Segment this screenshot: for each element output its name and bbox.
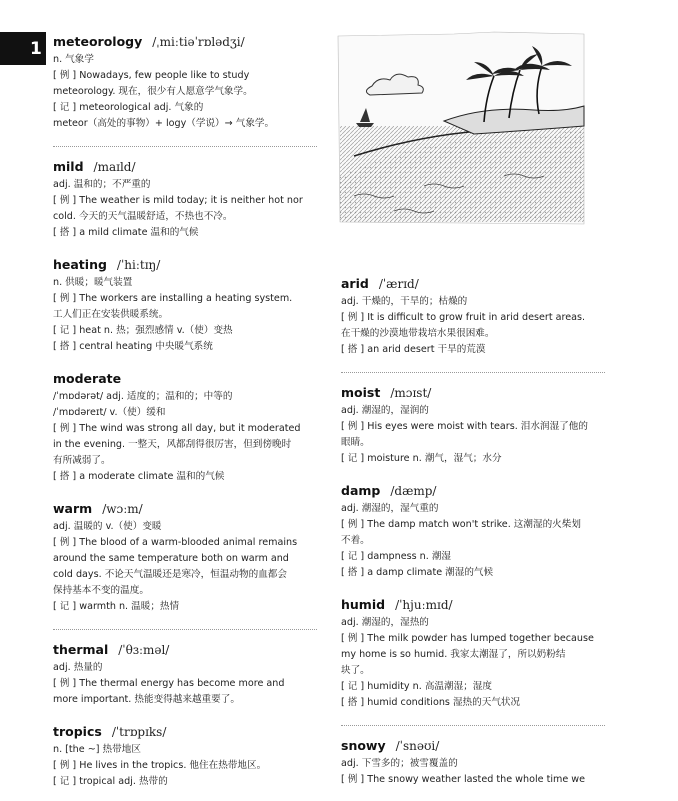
phonetic: /ˈhjuːmɪd/ (395, 598, 453, 612)
tropical-island-illustration (334, 26, 586, 226)
example-line: [ 例 ] He lives in the tropics. 他住在热带地区。 (53, 760, 267, 771)
example-line: around the same temperature both on warm and (53, 553, 289, 564)
example-line: [ 例 ] The wind was strong all day, but it moderated (53, 423, 301, 434)
example-line: cold. 今天的天气温暖舒适，不热也不冷。 (53, 211, 233, 222)
collocation-line: [ 搭 ] humid conditions 湿热的天气状况 (341, 697, 521, 708)
example-line: in the evening. 一整天，风都刮得很厉害，但到傍晚时 (53, 439, 292, 450)
dotted-divider (53, 146, 317, 147)
entry-warm (53, 501, 317, 615)
definition-line: adj. 潮湿的，湿热的 (341, 617, 429, 628)
phonetic: /maɪld/ (93, 160, 136, 174)
note-line: meteor（高处的事物）+ logy（学说）→ 气象学。 (53, 118, 275, 129)
definition-line: adj. 干燥的，干旱的；枯燥的 (341, 296, 468, 307)
example-line: [ 例 ] The thermal energy has become more and (53, 678, 285, 689)
left-column (53, 34, 317, 790)
entry-meteorology (53, 34, 317, 132)
note-line: [ 记 ] heat n. 热；强烈感情 v.（使）变热 (53, 325, 233, 336)
phonetic: /wɔːm/ (102, 502, 143, 516)
headword: humid (341, 597, 386, 612)
note-line: [ 记 ] dampness n. 潮湿 (341, 551, 452, 562)
example-line: [ 例 ] His eyes were moist with tears. 泪水润湿了他的 (341, 421, 588, 432)
example-line: cold days. 不论天气温暖还是寒冷，恒温动物的血都会 (53, 569, 287, 580)
phonetic: /ˈθɜːməl/ (118, 643, 170, 657)
definition-line: adj. 温暖的 v.（使）变暖 (53, 521, 162, 532)
entry-moderate (53, 371, 317, 485)
example-line: 在干燥的沙漠地带栽培水果很困难。 (341, 328, 495, 339)
example-line: meteorology. 现在，很少有人愿意学气象学。 (53, 86, 253, 97)
phonetic: /ˈsnəʊi/ (395, 739, 440, 753)
phonetic: /ˈærɪd/ (378, 277, 419, 291)
phonetic: /ˈhiːtɪŋ/ (116, 258, 161, 272)
entry-thermal (53, 642, 317, 708)
example-line: 有所减弱了。 (53, 455, 111, 466)
collocation-line: [ 搭 ] an arid desert 干旱的荒漠 (341, 344, 486, 355)
headword: mild (53, 159, 84, 174)
entry-damp (341, 483, 605, 581)
definition-line: adj. 热量的 (53, 662, 103, 673)
entry-moist (341, 385, 605, 467)
headword: moist (341, 385, 381, 400)
example-line: [ 例 ] The snowy weather lasted the whole time we (341, 774, 586, 785)
example-line: [ 例 ] The milk powder has lumped together because (341, 633, 594, 644)
example-line: 块了。 (341, 665, 370, 676)
example-line: 保持基本不变的温度。 (53, 585, 149, 596)
example-line: 工人们正在安装供暖系统。 (53, 309, 169, 320)
example-line: [ 例 ] The workers are installing a heating system. (53, 293, 293, 304)
note-line: [ 记 ] moisture n. 潮气，湿气；水分 (341, 453, 502, 464)
example-line: 不着。 (341, 535, 370, 546)
entry-heating (53, 257, 317, 355)
definition-line: /ˈmɒdərət/ adj. 适度的；温和的；中等的 (53, 391, 233, 402)
phonetic: /dæmp/ (390, 484, 437, 498)
page-number-tab (0, 32, 46, 65)
example-line: [ 例 ] The weather is mild today; it is neither hot nor (53, 195, 303, 206)
headword: heating (53, 257, 107, 272)
headword: tropics (53, 724, 102, 739)
definition-line: /ˈmɒdəreɪt/ v.（使）缓和 (53, 407, 166, 418)
headword: meteorology (53, 34, 143, 49)
example-line: [ 例 ] The damp match won't strike. 这潮湿的火柴划 (341, 519, 581, 530)
note-line: [ 记 ] meteorological adj. 气象的 (53, 102, 204, 113)
dotted-divider (53, 629, 317, 630)
collocation-line: [ 搭 ] central heating 中央暖气系统 (53, 341, 213, 352)
collocation-line: [ 搭 ] a moderate climate 温和的气候 (53, 471, 225, 482)
entry-arid (341, 276, 605, 358)
definition-line: n. 供暖；暖气装置 (53, 277, 133, 288)
headword: moderate (53, 371, 122, 386)
entry-tropics (53, 724, 317, 790)
headword: snowy (341, 738, 386, 753)
definition-line: n. 气象学 (53, 54, 94, 65)
note-line: [ 记 ] humidity n. 高温潮湿；湿度 (341, 681, 492, 692)
collocation-line: [ 搭 ] a mild climate 温和的气候 (53, 227, 199, 238)
phonetic: /ˈtrɒpɪks/ (111, 725, 167, 739)
page-number: 1 (30, 38, 42, 59)
note-line: [ 记 ] warmth n. 温暖；热情 (53, 601, 180, 612)
note-line: [ 记 ] tropical adj. 热带的 (53, 776, 168, 787)
dotted-divider (341, 372, 605, 373)
entry-snowy (341, 738, 605, 788)
headword: damp (341, 483, 381, 498)
entry-mild (53, 159, 317, 241)
headword: arid (341, 276, 369, 291)
definition-line: adj. 潮湿的，湿气重的 (341, 503, 439, 514)
headword: warm (53, 501, 93, 516)
definition-line: n. [the ~] 热带地区 (53, 744, 141, 755)
phonetic: /ˌmiːtiəˈrɒlədʒi/ (152, 35, 245, 49)
entry-humid (341, 597, 605, 711)
definition-line: adj. 下雪多的；被雪覆盖的 (341, 758, 458, 769)
right-column (341, 276, 605, 788)
definition-line: adj. 潮湿的，湿润的 (341, 405, 429, 416)
example-line: [ 例 ] The blood of a warm-blooded animal remains (53, 537, 298, 548)
example-line: more important. 热能变得越来越重要了。 (53, 694, 240, 705)
definition-line: adj. 温和的；不严重的 (53, 179, 151, 190)
example-line: [ 例 ] Nowadays, few people like to study (53, 70, 250, 81)
example-line: 眼睛。 (341, 437, 370, 448)
collocation-line: [ 搭 ] a damp climate 潮湿的气候 (341, 567, 494, 578)
headword: thermal (53, 642, 109, 657)
example-line: my home is so humid. 我家太潮湿了，所以奶粉结 (341, 649, 566, 660)
phonetic: /mɔɪst/ (390, 386, 432, 400)
dotted-divider (341, 725, 605, 726)
example-line: [ 例 ] It is difficult to grow fruit in arid desert areas. (341, 312, 586, 323)
